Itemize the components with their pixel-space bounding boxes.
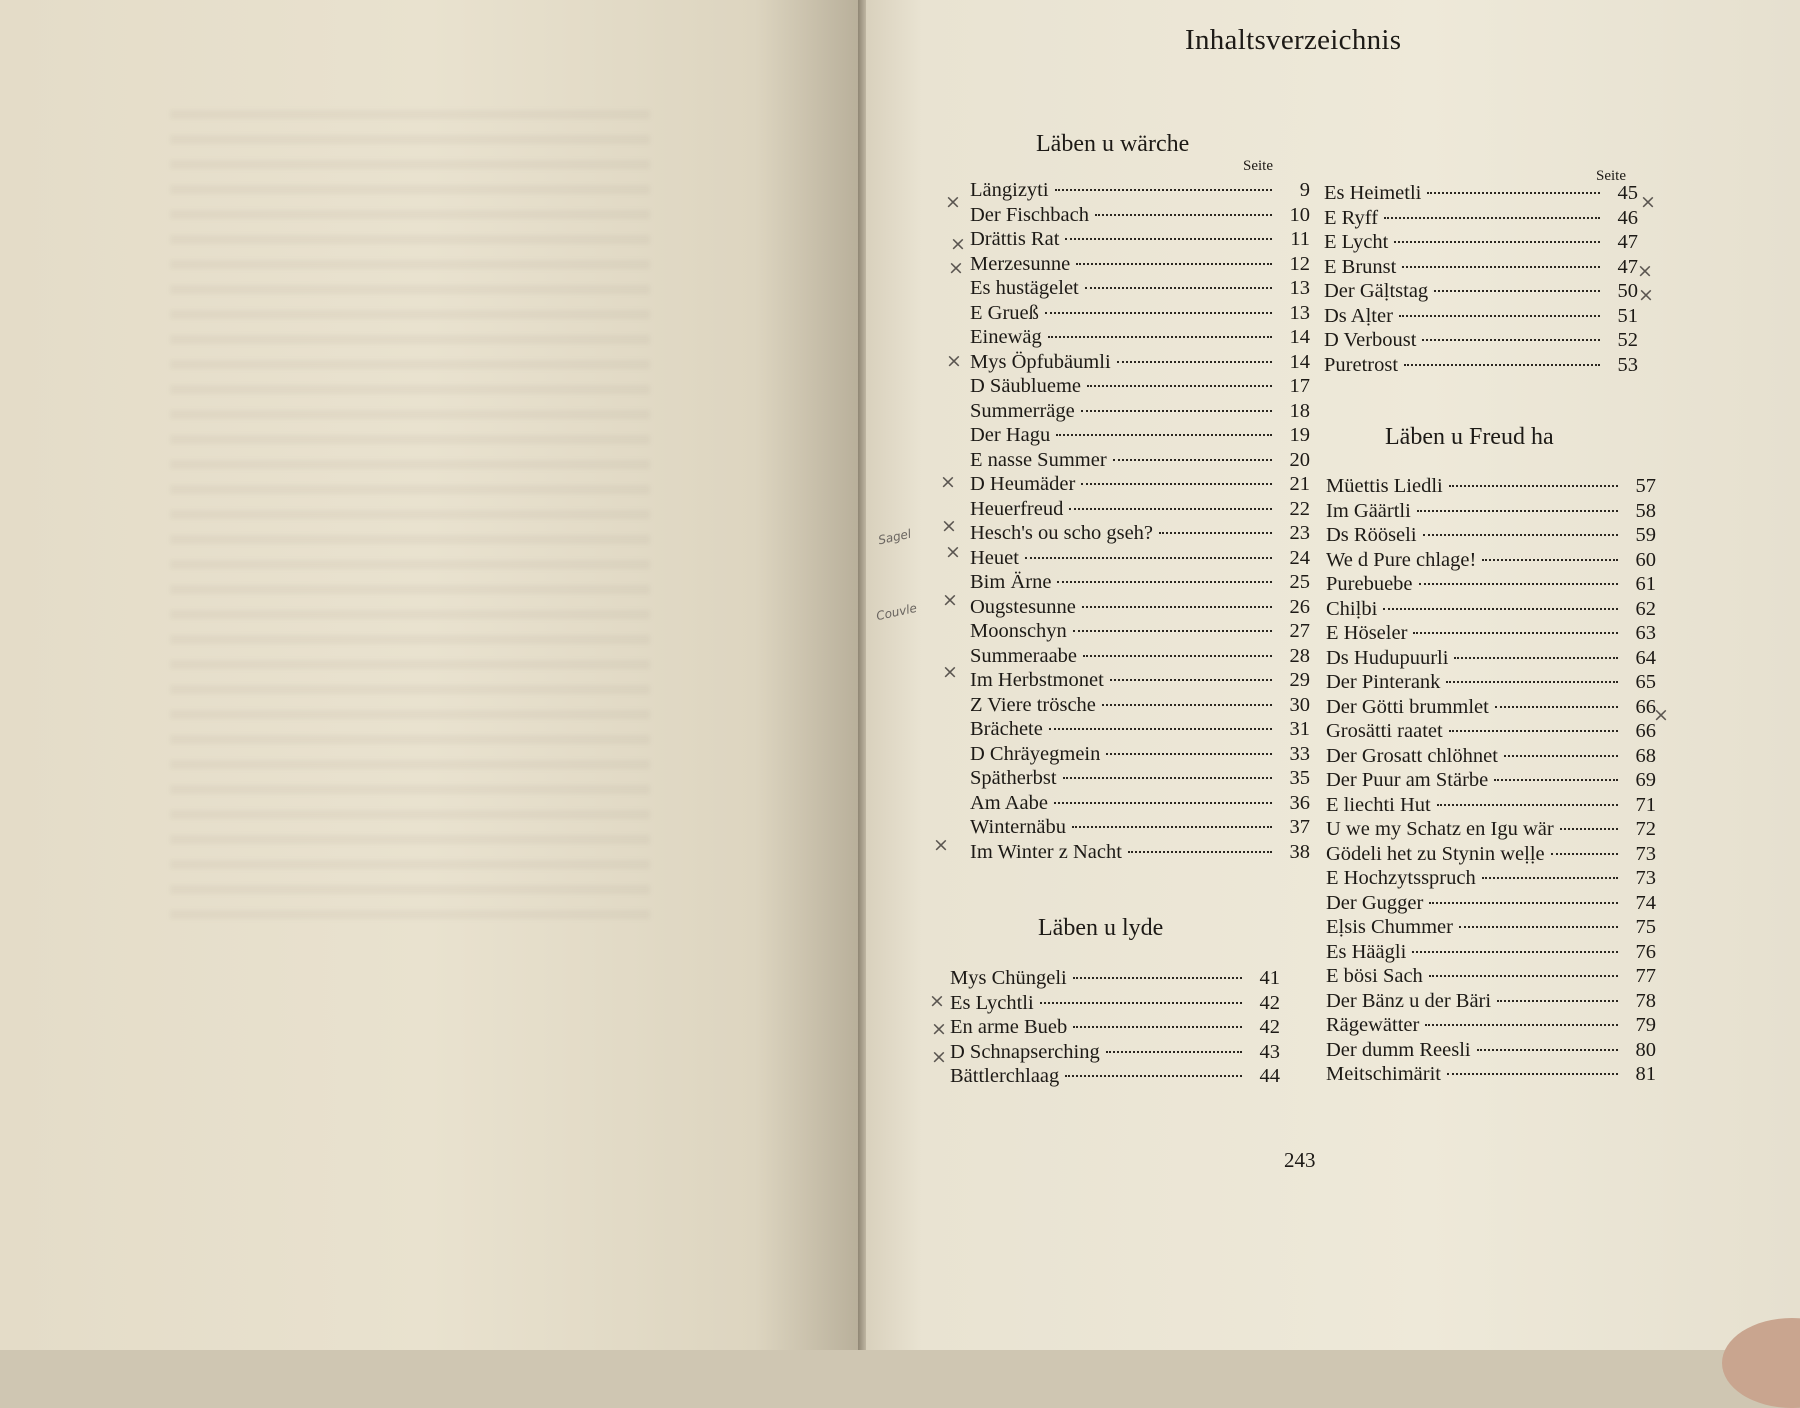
toc-entry bbox=[970, 791, 1310, 816]
toc-entry-title: Der Grosatt chlöhnet bbox=[1326, 744, 1498, 767]
toc-entry-title: Winternäbu bbox=[970, 816, 1066, 838]
toc-entry bbox=[1326, 695, 1656, 720]
toc-leader-dots bbox=[1434, 290, 1600, 292]
pencil-check-mark: × bbox=[931, 1018, 947, 1040]
toc-leader-dots bbox=[1560, 828, 1618, 830]
toc-entry bbox=[950, 991, 1280, 1016]
toc-entry-page: 63 bbox=[1635, 622, 1656, 644]
toc-entry-title: D Schnapserching bbox=[950, 1040, 1100, 1063]
toc-leader-dots bbox=[1110, 679, 1272, 681]
toc-entry bbox=[970, 350, 1310, 375]
toc-entry-page: 77 bbox=[1635, 965, 1656, 987]
toc-entry bbox=[1326, 572, 1656, 597]
toc-leader-dots bbox=[1065, 1075, 1242, 1077]
toc-entry-page: 42 bbox=[1259, 991, 1280, 1014]
toc-leader-dots bbox=[1073, 1026, 1242, 1028]
toc-entry-title: Merzesunne bbox=[970, 252, 1071, 275]
toc-entry bbox=[970, 742, 1310, 767]
pencil-margin-note: Sagel bbox=[876, 526, 913, 548]
toc-entry-title: Mys Chüngeli bbox=[950, 967, 1067, 989]
toc-entry-page: 37 bbox=[1289, 816, 1310, 838]
toc-entry-page: 42 bbox=[1259, 1016, 1280, 1038]
toc-list-continued bbox=[1324, 181, 1638, 377]
toc-leader-dots bbox=[1383, 608, 1618, 610]
toc-entry bbox=[1326, 621, 1656, 646]
toc-leader-dots bbox=[1427, 192, 1600, 194]
toc-entry bbox=[970, 840, 1310, 865]
toc-entry-title: Grosätti raatet bbox=[1326, 720, 1443, 742]
pencil-check-mark: × bbox=[945, 191, 961, 213]
toc-entry-title: D Säublueme bbox=[970, 375, 1082, 397]
toc-entry-page: 10 bbox=[1289, 203, 1310, 226]
toc-entry bbox=[970, 546, 1310, 571]
toc-entry-page: 46 bbox=[1617, 206, 1638, 229]
toc-entry bbox=[1324, 255, 1638, 280]
toc-leader-dots bbox=[1449, 485, 1618, 487]
toc-entry-page: 76 bbox=[1635, 940, 1656, 963]
toc-entry-page: 78 bbox=[1635, 989, 1656, 1012]
toc-entry-page: 21 bbox=[1289, 473, 1310, 495]
toc-entry-title: Brächete bbox=[970, 718, 1043, 740]
toc-entry-title: Puretrost bbox=[1324, 353, 1399, 376]
toc-leader-dots bbox=[1454, 657, 1618, 659]
toc-entry bbox=[1326, 1062, 1656, 1087]
toc-entry bbox=[1324, 304, 1638, 329]
toc-entry bbox=[970, 815, 1310, 840]
toc-entry-title: Der dumm Reesli bbox=[1326, 1038, 1471, 1061]
section-title-laeben-u-waerche: Läben u wärche bbox=[1036, 131, 1190, 157]
toc-leader-dots bbox=[1423, 534, 1618, 536]
toc-leader-dots bbox=[1425, 1024, 1618, 1026]
toc-leader-dots bbox=[1412, 951, 1618, 953]
toc-entry-page: 69 bbox=[1635, 769, 1656, 791]
seite-label-left: Seite bbox=[1243, 158, 1273, 174]
section-title-laeben-u-freud-ha: Läben u Freud ha bbox=[1385, 424, 1554, 450]
toc-entry-title: E Hochzytsspruch bbox=[1326, 867, 1476, 889]
toc-entry-title: Der Götti brummlet bbox=[1326, 695, 1489, 718]
toc-entry-title: Im Herbstmonet bbox=[970, 669, 1104, 691]
toc-entry-title: Gödeli het zu Stynin weḷḷe bbox=[1326, 842, 1545, 865]
toc-entry-page: 30 bbox=[1289, 693, 1310, 716]
toc-leader-dots bbox=[1049, 728, 1272, 730]
toc-entry-page: 35 bbox=[1289, 767, 1310, 789]
toc-entry-page: 66 bbox=[1635, 695, 1656, 718]
toc-entry bbox=[970, 399, 1310, 424]
toc-entry bbox=[970, 227, 1310, 252]
toc-entry bbox=[970, 570, 1310, 595]
toc-entry-page: 50 bbox=[1617, 280, 1638, 302]
toc-entry-page: 27 bbox=[1289, 620, 1310, 642]
toc-entry-title: E Brunst bbox=[1324, 255, 1397, 278]
toc-entry-page: 45 bbox=[1617, 182, 1638, 204]
toc-list-laeben-u-lyde bbox=[950, 966, 1280, 1089]
toc-leader-dots bbox=[1085, 287, 1272, 289]
toc-entry-title: Im Winter z Nacht bbox=[970, 840, 1122, 863]
toc-leader-dots bbox=[1113, 459, 1272, 461]
toc-entry-page: 9 bbox=[1299, 179, 1310, 201]
toc-entry-title: Hesch's ou scho gseh? bbox=[970, 522, 1154, 544]
toc-entry-title: En arme Bueb bbox=[950, 1016, 1068, 1038]
page-number: 243 bbox=[1284, 1148, 1316, 1172]
toc-entry-title: Der Hagu bbox=[970, 424, 1051, 446]
toc-leader-dots bbox=[1495, 706, 1618, 708]
toc-entry-page: 31 bbox=[1289, 718, 1310, 740]
toc-leader-dots bbox=[1417, 510, 1618, 512]
toc-leader-dots bbox=[1117, 361, 1272, 363]
toc-leader-dots bbox=[1159, 532, 1272, 534]
toc-entry bbox=[970, 325, 1310, 350]
toc-entry-title: Ds Aḷter bbox=[1324, 304, 1393, 327]
toc-entry bbox=[1326, 670, 1656, 695]
toc-entry bbox=[970, 595, 1310, 620]
show-through-text bbox=[170, 110, 650, 930]
toc-entry-page: 14 bbox=[1289, 326, 1310, 348]
pencil-check-mark: × bbox=[950, 233, 966, 255]
toc-entry bbox=[1324, 279, 1638, 304]
toc-leader-dots bbox=[1422, 339, 1600, 341]
pencil-check-mark: × bbox=[941, 515, 957, 537]
toc-entry-title: U we my Schatz en Igu wär bbox=[1326, 818, 1554, 840]
pencil-check-mark: × bbox=[1637, 260, 1653, 282]
toc-leader-dots bbox=[1065, 238, 1272, 240]
toc-entry-page: 24 bbox=[1289, 546, 1310, 569]
toc-entry bbox=[1324, 230, 1638, 255]
toc-entry bbox=[1324, 328, 1638, 353]
toc-entry-page: 28 bbox=[1289, 644, 1310, 667]
toc-entry bbox=[970, 301, 1310, 326]
toc-leader-dots bbox=[1095, 214, 1272, 216]
toc-entry-page: 29 bbox=[1289, 669, 1310, 691]
toc-entry bbox=[950, 1040, 1280, 1065]
toc-entry-page: 33 bbox=[1289, 742, 1310, 765]
toc-entry bbox=[1324, 353, 1638, 378]
toc-entry bbox=[1326, 817, 1656, 842]
toc-entry-page: 72 bbox=[1635, 818, 1656, 840]
toc-leader-dots bbox=[1102, 704, 1272, 706]
toc-entry bbox=[970, 472, 1310, 497]
toc-entry bbox=[1326, 768, 1656, 793]
toc-entry-page: 66 bbox=[1635, 720, 1656, 742]
toc-leader-dots bbox=[1384, 217, 1600, 219]
toc-entry-title: Es Häägli bbox=[1326, 940, 1407, 963]
pencil-check-mark: × bbox=[942, 589, 958, 611]
toc-entry bbox=[1324, 181, 1638, 206]
toc-entry bbox=[1326, 548, 1656, 573]
toc-leader-dots bbox=[1056, 434, 1272, 436]
toc-leader-dots bbox=[1446, 681, 1618, 683]
toc-entry bbox=[970, 423, 1310, 448]
pencil-check-mark: × bbox=[940, 471, 956, 493]
toc-entry-title: Ds Hudupuurli bbox=[1326, 646, 1449, 669]
toc-entry bbox=[970, 693, 1310, 718]
toc-entry-title: We d Pure chlage! bbox=[1326, 548, 1477, 571]
toc-entry bbox=[970, 276, 1310, 301]
toc-entry bbox=[970, 668, 1310, 693]
toc-leader-dots bbox=[1106, 1051, 1242, 1053]
toc-entry bbox=[950, 1064, 1280, 1089]
toc-leader-dots bbox=[1048, 336, 1272, 338]
pencil-margin-note: Couvle bbox=[874, 600, 919, 624]
toc-entry-page: 38 bbox=[1289, 840, 1310, 863]
toc-entry-title: D Chräyegmein bbox=[970, 742, 1101, 765]
book-gutter bbox=[858, 0, 866, 1350]
toc-entry bbox=[1326, 989, 1656, 1014]
toc-entry-page: 44 bbox=[1259, 1065, 1280, 1087]
toc-entry-page: 41 bbox=[1259, 967, 1280, 989]
toc-entry-title: Moonschyn bbox=[970, 620, 1067, 642]
toc-entry-page: 81 bbox=[1635, 1063, 1656, 1085]
toc-leader-dots bbox=[1482, 559, 1618, 561]
toc-leader-dots bbox=[1063, 777, 1272, 779]
toc-entry-title: Summerräge bbox=[970, 399, 1075, 422]
toc-entry-title: Der Pinterank bbox=[1326, 671, 1441, 693]
toc-leader-dots bbox=[1504, 755, 1618, 757]
toc-entry-page: 79 bbox=[1635, 1014, 1656, 1036]
toc-entry-page: 20 bbox=[1289, 448, 1310, 471]
toc-entry-title: Der Fischbach bbox=[970, 203, 1089, 226]
toc-entry-title: Der Gugger bbox=[1326, 891, 1424, 914]
toc-entry-title: E Höseler bbox=[1326, 622, 1408, 644]
toc-leader-dots bbox=[1040, 1002, 1242, 1004]
section-title-laeben-u-lyde: Läben u lyde bbox=[1038, 915, 1164, 941]
toc-entry-page: 47 bbox=[1617, 255, 1638, 278]
toc-leader-dots bbox=[1087, 385, 1272, 387]
pencil-check-mark: × bbox=[933, 834, 949, 856]
toc-entry bbox=[1326, 866, 1656, 891]
toc-entry-title: Summeraabe bbox=[970, 644, 1078, 667]
toc-leader-dots bbox=[1413, 632, 1618, 634]
toc-entry bbox=[1326, 1013, 1656, 1038]
toc-entry-page: 68 bbox=[1635, 744, 1656, 767]
pencil-check-mark: × bbox=[946, 350, 962, 372]
toc-entry bbox=[1326, 646, 1656, 671]
toc-entry bbox=[970, 766, 1310, 791]
toc-entry-title: Drättis Rat bbox=[970, 228, 1060, 250]
pencil-check-mark: × bbox=[931, 1046, 947, 1068]
toc-entry bbox=[970, 448, 1310, 473]
toc-entry-title: Es hustägelet bbox=[970, 277, 1079, 299]
toc-leader-dots bbox=[1076, 263, 1272, 265]
pencil-check-mark: × bbox=[948, 257, 964, 279]
toc-entry-title: Z Viere trösche bbox=[970, 693, 1096, 716]
pencil-check-mark: × bbox=[1638, 284, 1654, 306]
toc-entry bbox=[1326, 793, 1656, 818]
toc-entry-title: Der Gäḷtstag bbox=[1324, 280, 1429, 302]
toc-entry-page: 71 bbox=[1635, 793, 1656, 816]
toc-entry-title: D Heumäder bbox=[970, 473, 1076, 495]
toc-entry-title: Es Lychtli bbox=[950, 991, 1034, 1014]
toc-leader-dots bbox=[1429, 902, 1618, 904]
toc-entry-title: E Ryff bbox=[1324, 206, 1379, 229]
toc-entry bbox=[970, 252, 1310, 277]
toc-entry bbox=[970, 644, 1310, 669]
toc-entry-page: 36 bbox=[1289, 791, 1310, 814]
toc-entry-page: 51 bbox=[1617, 304, 1638, 327]
toc-entry-page: 11 bbox=[1290, 228, 1310, 250]
toc-entry bbox=[1326, 499, 1656, 524]
toc-leader-dots bbox=[1083, 655, 1272, 657]
toc-entry-page: 75 bbox=[1635, 916, 1656, 938]
toc-entry bbox=[950, 966, 1280, 991]
toc-leader-dots bbox=[1081, 483, 1272, 485]
toc-leader-dots bbox=[1055, 189, 1272, 191]
toc-entry-title: Spätherbst bbox=[970, 767, 1057, 789]
toc-entry bbox=[970, 374, 1310, 399]
toc-entry-title: E liechti Hut bbox=[1326, 793, 1431, 816]
toc-entry-title: Einewäg bbox=[970, 326, 1042, 348]
toc-entry-page: 12 bbox=[1289, 252, 1310, 275]
toc-entry-page: 57 bbox=[1635, 475, 1656, 497]
toc-entry-title: Bättlerchlaag bbox=[950, 1065, 1060, 1087]
toc-leader-dots bbox=[1447, 1073, 1618, 1075]
toc-leader-dots bbox=[1057, 581, 1272, 583]
pencil-check-mark: × bbox=[1653, 704, 1669, 726]
toc-entry-title: Purebuebe bbox=[1326, 573, 1413, 595]
toc-entry-page: 73 bbox=[1635, 867, 1656, 889]
toc-entry bbox=[1326, 523, 1656, 548]
toc-entry-page: 43 bbox=[1259, 1040, 1280, 1063]
toc-entry bbox=[1326, 1038, 1656, 1063]
toc-entry bbox=[1326, 891, 1656, 916]
toc-entry-title: Längizyti bbox=[970, 179, 1049, 201]
toc-entry-page: 52 bbox=[1617, 329, 1638, 351]
seite-label-right: Seite bbox=[1596, 168, 1626, 184]
toc-entry-title: Heuet bbox=[970, 546, 1019, 569]
toc-entry-page: 14 bbox=[1289, 350, 1310, 373]
toc-leader-dots bbox=[1081, 410, 1272, 412]
toc-entry bbox=[1326, 964, 1656, 989]
pencil-check-mark: × bbox=[945, 541, 961, 563]
toc-leader-dots bbox=[1459, 926, 1618, 928]
toc-leader-dots bbox=[1402, 266, 1600, 268]
toc-leader-dots bbox=[1419, 583, 1618, 585]
toc-entry bbox=[1326, 474, 1656, 499]
toc-entry-title: Am Aabe bbox=[970, 791, 1048, 814]
toc-leader-dots bbox=[1477, 1049, 1618, 1051]
toc-entry-page: 17 bbox=[1289, 375, 1310, 397]
toc-entry-title: E bösi Sach bbox=[1326, 965, 1423, 987]
toc-entry-title: Im Gäärtli bbox=[1326, 499, 1411, 522]
toc-entry-page: 53 bbox=[1617, 353, 1638, 376]
toc-entry-title: Meitschimärit bbox=[1326, 1063, 1442, 1085]
toc-entry-title: E Lycht bbox=[1324, 231, 1389, 253]
toc-entry-title: Heuerfreud bbox=[970, 497, 1064, 520]
toc-entry-page: 47 bbox=[1617, 231, 1638, 253]
toc-entry-page: 58 bbox=[1635, 499, 1656, 522]
toc-entry-page: 65 bbox=[1635, 671, 1656, 693]
toc-entry bbox=[970, 717, 1310, 742]
toc-leader-dots bbox=[1449, 730, 1618, 732]
toc-leader-dots bbox=[1437, 804, 1618, 806]
pencil-check-mark: × bbox=[942, 661, 958, 683]
toc-entry-title: Rägewätter bbox=[1326, 1014, 1420, 1036]
toc-leader-dots bbox=[1082, 606, 1272, 608]
toc-entry-title: E Grueß bbox=[970, 301, 1039, 324]
toc-entry-page: 22 bbox=[1289, 497, 1310, 520]
page-title: Inhaltsverzeichnis bbox=[1185, 24, 1402, 56]
toc-entry-page: 26 bbox=[1289, 595, 1310, 618]
toc-entry-page: 59 bbox=[1635, 524, 1656, 546]
toc-entry bbox=[1326, 842, 1656, 867]
toc-entry bbox=[970, 497, 1310, 522]
toc-leader-dots bbox=[1128, 851, 1272, 853]
toc-leader-dots bbox=[1494, 779, 1618, 781]
toc-leader-dots bbox=[1482, 877, 1618, 879]
toc-entry bbox=[1324, 206, 1638, 231]
toc-entry bbox=[1326, 744, 1656, 769]
toc-entry-title: Ds Rööseli bbox=[1326, 524, 1417, 546]
toc-entry-page: 13 bbox=[1289, 301, 1310, 324]
toc-entry-title: E nasse Summer bbox=[970, 448, 1107, 471]
toc-entry-page: 80 bbox=[1635, 1038, 1656, 1061]
toc-leader-dots bbox=[1072, 826, 1272, 828]
toc-entry-title: D Verboust bbox=[1324, 329, 1417, 351]
toc-entry-page: 61 bbox=[1635, 573, 1656, 595]
toc-entry bbox=[950, 1015, 1280, 1040]
toc-entry-title: Es Heimetli bbox=[1324, 182, 1422, 204]
toc-leader-dots bbox=[1069, 508, 1272, 510]
toc-leader-dots bbox=[1404, 364, 1600, 366]
toc-entry-title: Müettis Liedli bbox=[1326, 475, 1443, 497]
toc-list-laeben-u-waerche bbox=[970, 178, 1310, 864]
toc-leader-dots bbox=[1054, 802, 1272, 804]
toc-list-laeben-u-freud-ha bbox=[1326, 474, 1656, 1087]
toc-entry-page: 19 bbox=[1289, 424, 1310, 446]
toc-leader-dots bbox=[1073, 630, 1272, 632]
toc-leader-dots bbox=[1025, 557, 1272, 559]
toc-entry bbox=[970, 521, 1310, 546]
toc-leader-dots bbox=[1497, 1000, 1618, 1002]
toc-entry-title: Eḷsis Chummer bbox=[1326, 916, 1453, 938]
toc-entry bbox=[970, 619, 1310, 644]
toc-leader-dots bbox=[1073, 977, 1242, 979]
toc-entry bbox=[970, 178, 1310, 203]
toc-leader-dots bbox=[1394, 241, 1600, 243]
toc-entry-page: 62 bbox=[1635, 597, 1656, 620]
toc-leader-dots bbox=[1399, 315, 1600, 317]
pencil-check-mark: × bbox=[1640, 191, 1656, 213]
toc-leader-dots bbox=[1429, 975, 1618, 977]
toc-entry-page: 13 bbox=[1289, 277, 1310, 299]
toc-entry bbox=[1326, 940, 1656, 965]
toc-entry-page: 73 bbox=[1635, 842, 1656, 865]
toc-entry bbox=[1326, 915, 1656, 940]
toc-entry bbox=[1326, 597, 1656, 622]
toc-entry-title: Der Puur am Stärbe bbox=[1326, 769, 1489, 791]
toc-entry-title: Ougstesunne bbox=[970, 595, 1076, 618]
toc-entry-page: 60 bbox=[1635, 548, 1656, 571]
toc-entry-page: 74 bbox=[1635, 891, 1656, 914]
toc-entry-page: 18 bbox=[1289, 399, 1310, 422]
toc-entry-title: Chiḷbi bbox=[1326, 597, 1378, 620]
blank-left-page bbox=[0, 0, 858, 1350]
toc-leader-dots bbox=[1106, 753, 1272, 755]
toc-entry-title: Bim Ärne bbox=[970, 571, 1052, 593]
toc-leader-dots bbox=[1045, 312, 1272, 314]
toc-entry-page: 25 bbox=[1289, 571, 1310, 593]
toc-entry-page: 64 bbox=[1635, 646, 1656, 669]
toc-entry bbox=[970, 203, 1310, 228]
toc-leader-dots bbox=[1551, 853, 1618, 855]
toc-entry bbox=[1326, 719, 1656, 744]
toc-entry-title: Der Bänz u der Bäri bbox=[1326, 989, 1492, 1012]
toc-entry-title: Mys Öpfubäumli bbox=[970, 350, 1111, 373]
toc-entry-page: 23 bbox=[1289, 522, 1310, 544]
pencil-check-mark: × bbox=[929, 990, 945, 1012]
